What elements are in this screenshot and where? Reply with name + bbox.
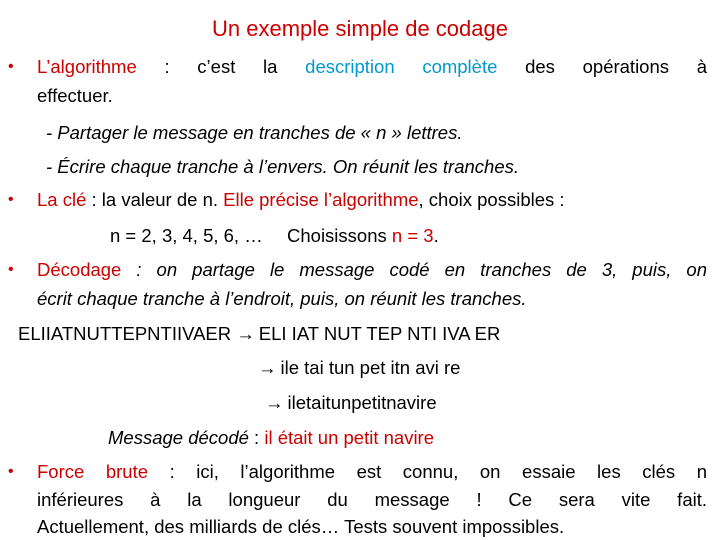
bullet-cle (37, 189, 565, 211)
bullet-marker: • (8, 191, 14, 208)
chosen-key: n = 3 (391, 225, 434, 246)
bullet-marker: • (8, 261, 14, 278)
text: , choix possibles : (418, 189, 565, 210)
text: : la valeur de n. (86, 189, 224, 210)
text: : c’est la (136, 56, 306, 77)
term-cle: La clé (37, 189, 87, 210)
decode-step-2 (265, 392, 437, 414)
highlight-description: description complète (305, 56, 498, 77)
decode-step-0 (18, 323, 500, 345)
arrow-right-icon: → (265, 392, 284, 413)
decode-step-1 (258, 357, 460, 379)
page-title: Un exemple simple de codage (212, 16, 508, 41)
coded-message: ELIIATNUTTEPNTIIVAER (18, 323, 232, 344)
text: : ici, l’algorithme est connu, on essaie les clés n (148, 461, 707, 482)
bullet-algorithme-line2: effectuer. (37, 85, 113, 106)
sub-step-2: - Écrire chaque tranche à l’envers. On réunit les tranches. (46, 156, 520, 177)
result-label: Message décodé (108, 427, 249, 448)
arrow-right-icon: → (258, 357, 277, 378)
text: . (433, 225, 439, 246)
bullet-decodage-line2: écrit chaque tranche à l’endroit, puis, on réunit les tranches. (37, 288, 527, 309)
decoded-result (108, 427, 434, 449)
bullet-marker: • (8, 463, 14, 480)
result-text: il était un petit navire (264, 427, 435, 448)
key-choice (287, 225, 439, 247)
term-decodage: Décodage (37, 259, 122, 280)
text: : (248, 427, 265, 448)
highlight-precise: Elle précise l’algorithme (223, 189, 419, 210)
sub-step-1: - Partager le message en tranches de « n » lettres. (46, 122, 463, 143)
text: des opérations à (497, 56, 708, 77)
bullet-decodage-line1 (37, 259, 707, 281)
key-values: n = 2, 3, 4, 5, 6, … (110, 225, 263, 246)
joined-message: iletaitunpetitnavire (287, 392, 437, 413)
text: Choisissons (287, 225, 392, 246)
term-force-brute: Force brute (37, 461, 149, 482)
split-tranches: ELI IAT NUT TEP NTI IVA ER (258, 323, 501, 344)
bullet-force-brute-line1 (37, 461, 707, 483)
reversed-tranches: ile tai tun pet itn avi re (280, 357, 461, 378)
bullet-algorithme-line1 (37, 56, 707, 78)
bullet-force-brute-line2: inférieures à la longueur du message ! Ce sera vite fait. (37, 489, 707, 510)
bullet-marker: • (8, 58, 14, 75)
arrow-right-icon: → (236, 323, 255, 344)
text: : on partage le message codé en tranches de 3, puis, on (121, 259, 707, 280)
bullet-force-brute-line3: Actuellement, des milliards de clés… Tests souvent impossibles. (37, 516, 565, 537)
term-algorithme: L’algorithme (37, 56, 137, 77)
